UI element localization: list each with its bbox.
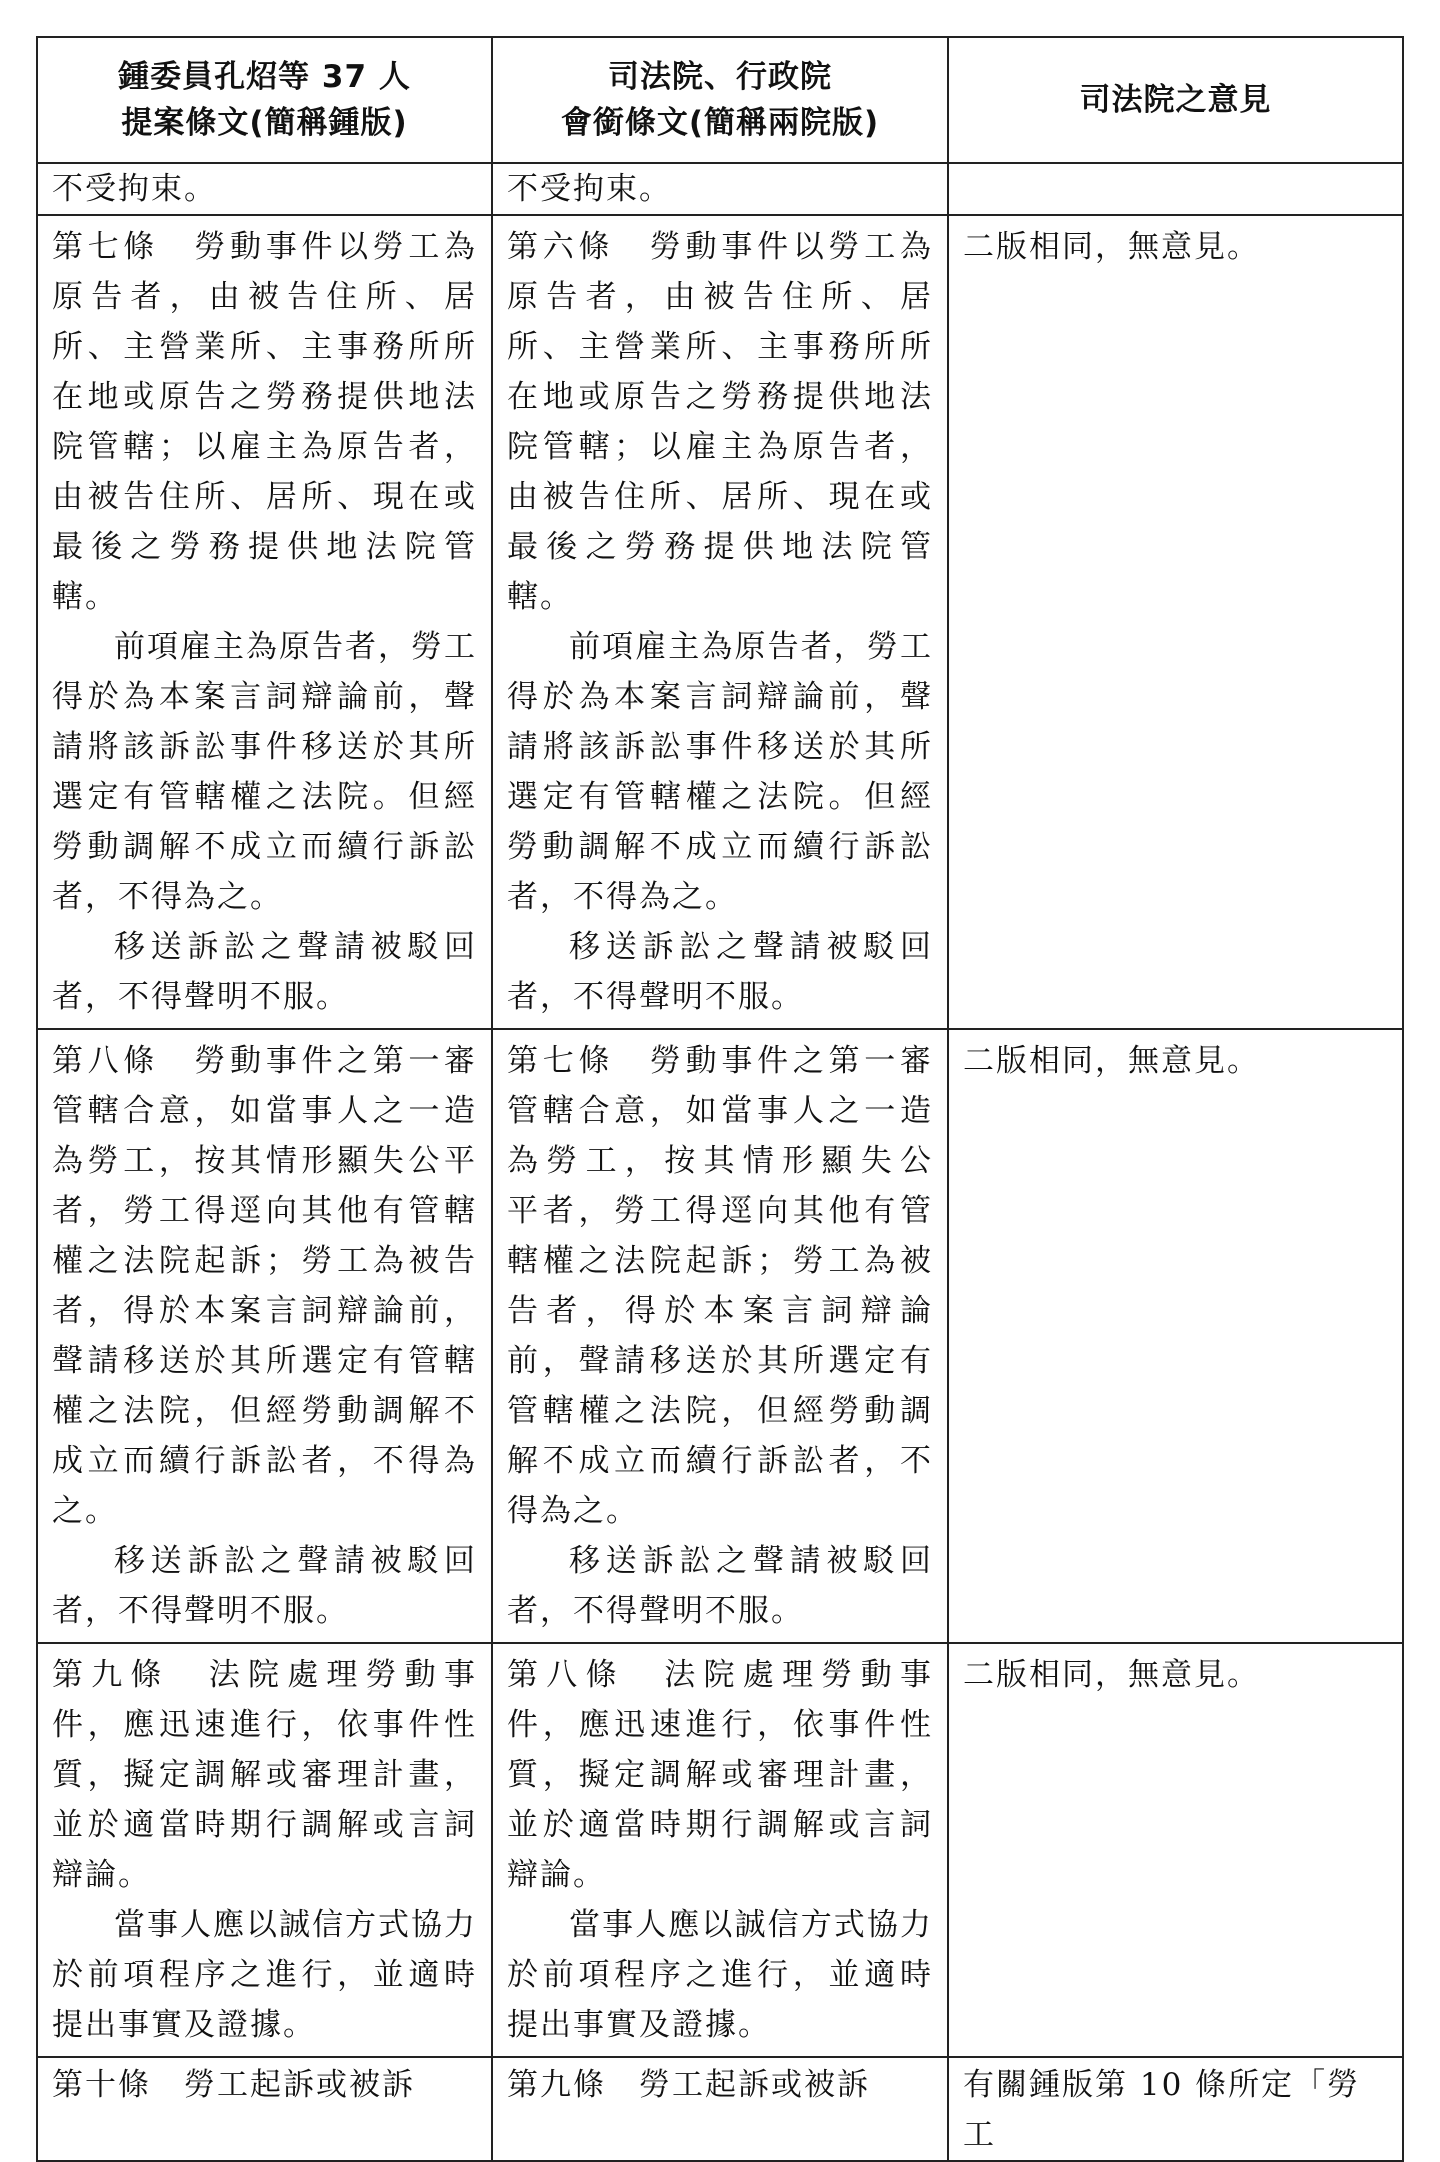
- paragraph: 不受拘束。: [52, 171, 217, 207]
- paragraph: 移送訴訟之聲請被駁回者，不得聲明不服。: [507, 929, 933, 1015]
- cell-two-courts: [492, 2057, 948, 2161]
- header-zhong-line1: 鍾委員孔炤等 37 人: [118, 59, 411, 95]
- comparison-table-page: [36, 36, 1402, 2162]
- paragraph: 移送訴訟之聲請被駁回者，不得聲明不服。: [52, 1543, 477, 1629]
- paragraph: 二版相同，無意見。: [963, 1657, 1260, 1693]
- paragraph: 二版相同，無意見。: [963, 229, 1260, 265]
- paragraph: 第八條 勞動事件之第一審管轄合意，如當事人之一造為勞工，按其情形顯失公平者，勞工得逕向其他有管轄權之法院起訴；勞工為被告者，得於本案言詞辯論前，聲請移送於其所選定有管轄權之法院，但經勞動調解不成立而續行訴訟者，不得為之。: [52, 1043, 477, 1529]
- paragraph: 當事人應以誠信方式協力於前項程序之進行，並適時提出事實及證據。: [507, 1907, 933, 2043]
- cell-opinion: [948, 1643, 1403, 2057]
- paragraph: 前項雇主為原告者，勞工得於為本案言詞辯論前，聲請將該訴訟事件移送於其所選定有管轄權之法院。但經勞動調解不成立而續行訴訟者，不得為之。: [507, 629, 933, 915]
- paragraph: 第六條 勞動事件以勞工為原告者，由被告住所、居所、主營業所、主事務所所在地或原告之勞務提供地法院管轄；以雇主為原告者，由被告住所、居所、現在或最後之勞務提供地法院管轄。: [507, 229, 933, 615]
- paragraph: 第九條 勞工起訴或被訴: [507, 2067, 870, 2103]
- paragraph: 第十條 勞工起訴或被訴: [52, 2067, 415, 2103]
- header-two-courts-version: [492, 37, 948, 163]
- header-two-courts-line1: 司法院、行政院: [608, 59, 832, 95]
- paragraph: 第九條 法院處理勞動事件，應迅速進行，依事件性質，擬定調解或審理計畫，並於適當時期行調解或言詞辯論。: [52, 1657, 477, 1893]
- cell-opinion: [948, 215, 1403, 1029]
- paragraph: 移送訴訟之聲請被駁回者，不得聲明不服。: [507, 1543, 933, 1629]
- cell-opinion: [948, 2057, 1403, 2161]
- cell-opinion: [948, 163, 1403, 215]
- cell-two-courts: [492, 1029, 966, 1643]
- comparison-table: [36, 36, 1404, 2162]
- table-row: [37, 1643, 1403, 2057]
- paragraph: 第八條 法院處理勞動事件，應迅速進行，依事件性質，擬定調解或審理計畫，並於適當時期行調解或言詞辯論。: [507, 1657, 933, 1893]
- table-row: [37, 1029, 1403, 1643]
- paragraph: 移送訴訟之聲請被駁回者，不得聲明不服。: [52, 929, 477, 1015]
- paragraph: 前項雇主為原告者，勞工得於為本案言詞辯論前，聲請將該訴訟事件移送於其所選定有管轄權之法院。但經勞動調解不成立而續行訴訟者，不得為之。: [52, 629, 477, 915]
- cell-opinion: [948, 1029, 1403, 1643]
- header-two-courts-line2: 會銜條文(簡稱兩院版): [560, 105, 880, 141]
- paragraph: 不受拘束。: [507, 171, 672, 207]
- table-header-row: [37, 37, 1403, 163]
- table-row: [37, 215, 1403, 1029]
- cell-zhong: [37, 1643, 492, 2057]
- header-zhong-version: [37, 37, 492, 163]
- cell-two-courts: [492, 1643, 948, 2057]
- cell-zhong: [37, 163, 492, 215]
- cell-zhong: [37, 1029, 492, 1643]
- table-row: [37, 163, 1403, 215]
- cell-zhong: [37, 215, 492, 1029]
- header-judicial-opinion-label: 司法院之意見: [1079, 82, 1272, 118]
- paragraph: 第七條 勞動事件之第一審管轄合意，如當事人之一造為勞工，按其情形顯失公 平者，勞工得逕向其他有管轄權之法院起訴；勞工為被告者，得於本案言詞辯論前，聲請移送於其所選定有管轄權之法院，但經勞動調解不成立而續行訴訟者，不得為之。: [507, 1043, 966, 1529]
- paragraph: 有關鍾版第 10 條所定「勞工: [963, 2067, 1361, 2153]
- paragraph: 第七條 勞動事件以勞工為原告者，由被告住所、居所、主營業所、主事務所所在地或原告之勞務提供地法院管轄；以雇主為原告者，由被告住所、居所、現在或最後之勞務提供地法院管轄。: [52, 229, 477, 615]
- header-zhong-line2: 提案條文(簡稱鍾版): [121, 105, 408, 141]
- paragraph: 二版相同，無意見。: [963, 1043, 1260, 1079]
- header-judicial-opinion: [948, 37, 1403, 163]
- cell-zhong: [37, 2057, 492, 2161]
- cell-two-courts: [492, 163, 948, 215]
- paragraph: 當事人應以誠信方式協力於前項程序之進行，並適時提出事實及證據。: [52, 1907, 477, 2043]
- table-row: [37, 2057, 1403, 2161]
- cell-two-courts: [492, 215, 948, 1029]
